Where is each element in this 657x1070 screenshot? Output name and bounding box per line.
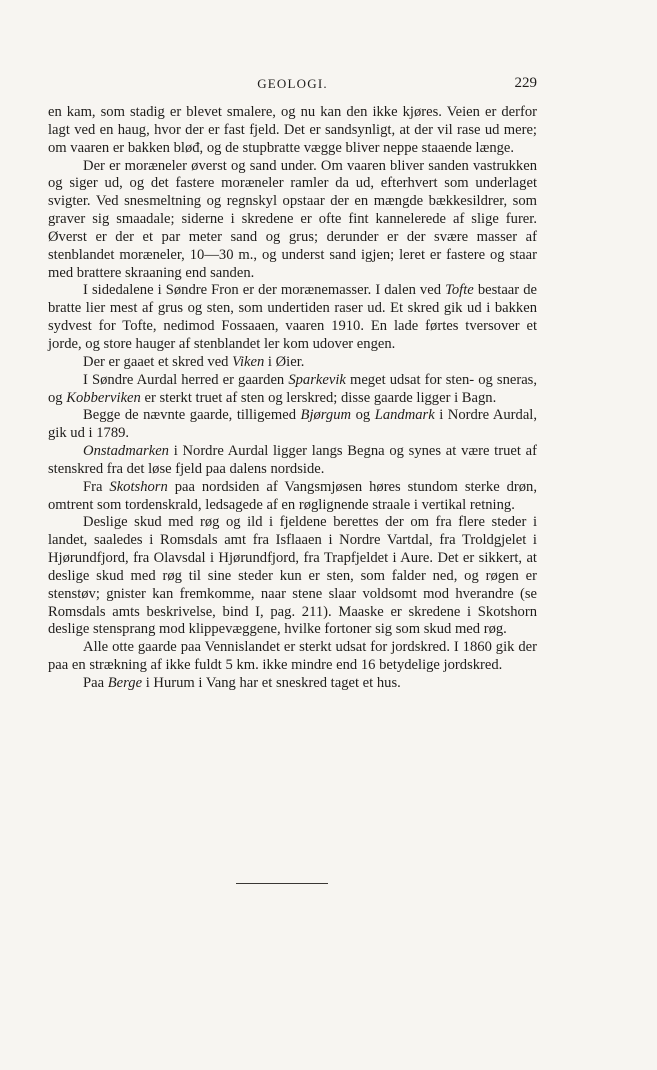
- end-rule: [236, 883, 328, 884]
- page-number: 229: [514, 75, 537, 91]
- paragraph-sondre-fron: I sidedalene i Søndre Fron er der morænemasser. I dalen ved Tofte bestaar de bratte lier mest af grus og sten, som undertiden raser ud. Et skred gik ud i bakken sydvest for Tofte, nedimod Fossaaen, vaaren 1910. En lade førtes tversover et jorde, og store hauger af stenblandet ler kom udover engen.: [48, 282, 537, 352]
- paragraph-vennislandet: Alle otte gaarde paa Vennislandet er sterkt udsat for jordskred. I 1860 gik der paa en strækning af ikke fuldt 5 km. ikke mindre end 16 betydelige jordskred.: [48, 639, 537, 674]
- page-header: [48, 74, 537, 94]
- paragraph-skotshorn: Fra Skotshorn paa nordsiden af Vangsmjøsen høres stundom sterke drøn, omtrent som tordenskrald, ledsagede af en røglignende straale i vertikal retning.: [48, 478, 537, 513]
- paragraph-viken: Der er gaaet et skred ved Viken i Øier.: [83, 353, 305, 370]
- paragraph-1789: Begge de nævnte gaarde, tilligemed Bjørgum og Landmark i Nordre Aurdal, gik ud i 1789.: [48, 407, 537, 442]
- paragraph-continued: en kam, som stadig er blevet smalere, og nu kan den ikke kjøres. Veien er derfor lagt ved en haug, hvor der er fast fjeld. Det er sandsynligt, at der vil rase ud mere; om vaaren er bakken bløđ, og de stupbratte vægge bliver neppe staaende længe.: [48, 104, 537, 156]
- paragraph-sondre-aurdal: I Søndre Aurdal herred er gaarden Sparkevik meget udsat for sten- og sneras, og Kobberviken er sterkt truet af sten og lerskred; disse gaarde ligger i Bagn.: [48, 371, 538, 406]
- running-head: GEOLOGI.: [257, 76, 328, 91]
- paragraph-onstadmarken: Onstadmarken i Nordre Aurdal ligger langs Begna og synes at være truet af stenskred fra det løse fjeld paa dalens nordside.: [48, 443, 537, 477]
- paragraph-berge: Paa Berge i Hurum i Vang har et sneskred taget et hus.: [83, 675, 401, 691]
- paragraph-smoke-shots: Deslige skud med røg og ild i fjeldene berettes der om fra flere steder i landet, saaledes i Romsdals amt fra Isflaaen i Nordre Vartdal, fra Troldgjelet i Hjørundfjord, fra Olavsdal i Hjørundfjord, fra Trapfjeldet i Aure. Det er sikkert, at deslige skud med røg til sine steder kun er sten, som falder ned, og røgen er stenstøv; gnister kan fremkomme, naar stene slaar voldsomt mod hverandre (se Romsdals amts beskrivelse, bind I, pag. 211). Maaske er skredene i Skotshorn deslige stensprang mod klippevæggene, hvilke fortoner sig som skud med røg.: [48, 514, 537, 638]
- paragraph-moraine-layers: Der er moræneler øverst og sand under. Om vaaren bliver sanden vastrukken og siger ud, og det fastere moræneler ramler da ud, efterhvert som underlaget svigter. Ved snesmeltning og regnskyl opstaar der en mængde bækkesildrer, som graver sig smaadale; siderne i skredene er ofte fint kannelerede af slige furer. Øverst er der et par meter sand og grus; derunder er der svære masser af stenblandet moræneler, 10—30 m., og underst sand igjen; leret er fastere og staar med brattere skraaning end sanden.: [48, 157, 537, 281]
- body-text: [48, 104, 537, 693]
